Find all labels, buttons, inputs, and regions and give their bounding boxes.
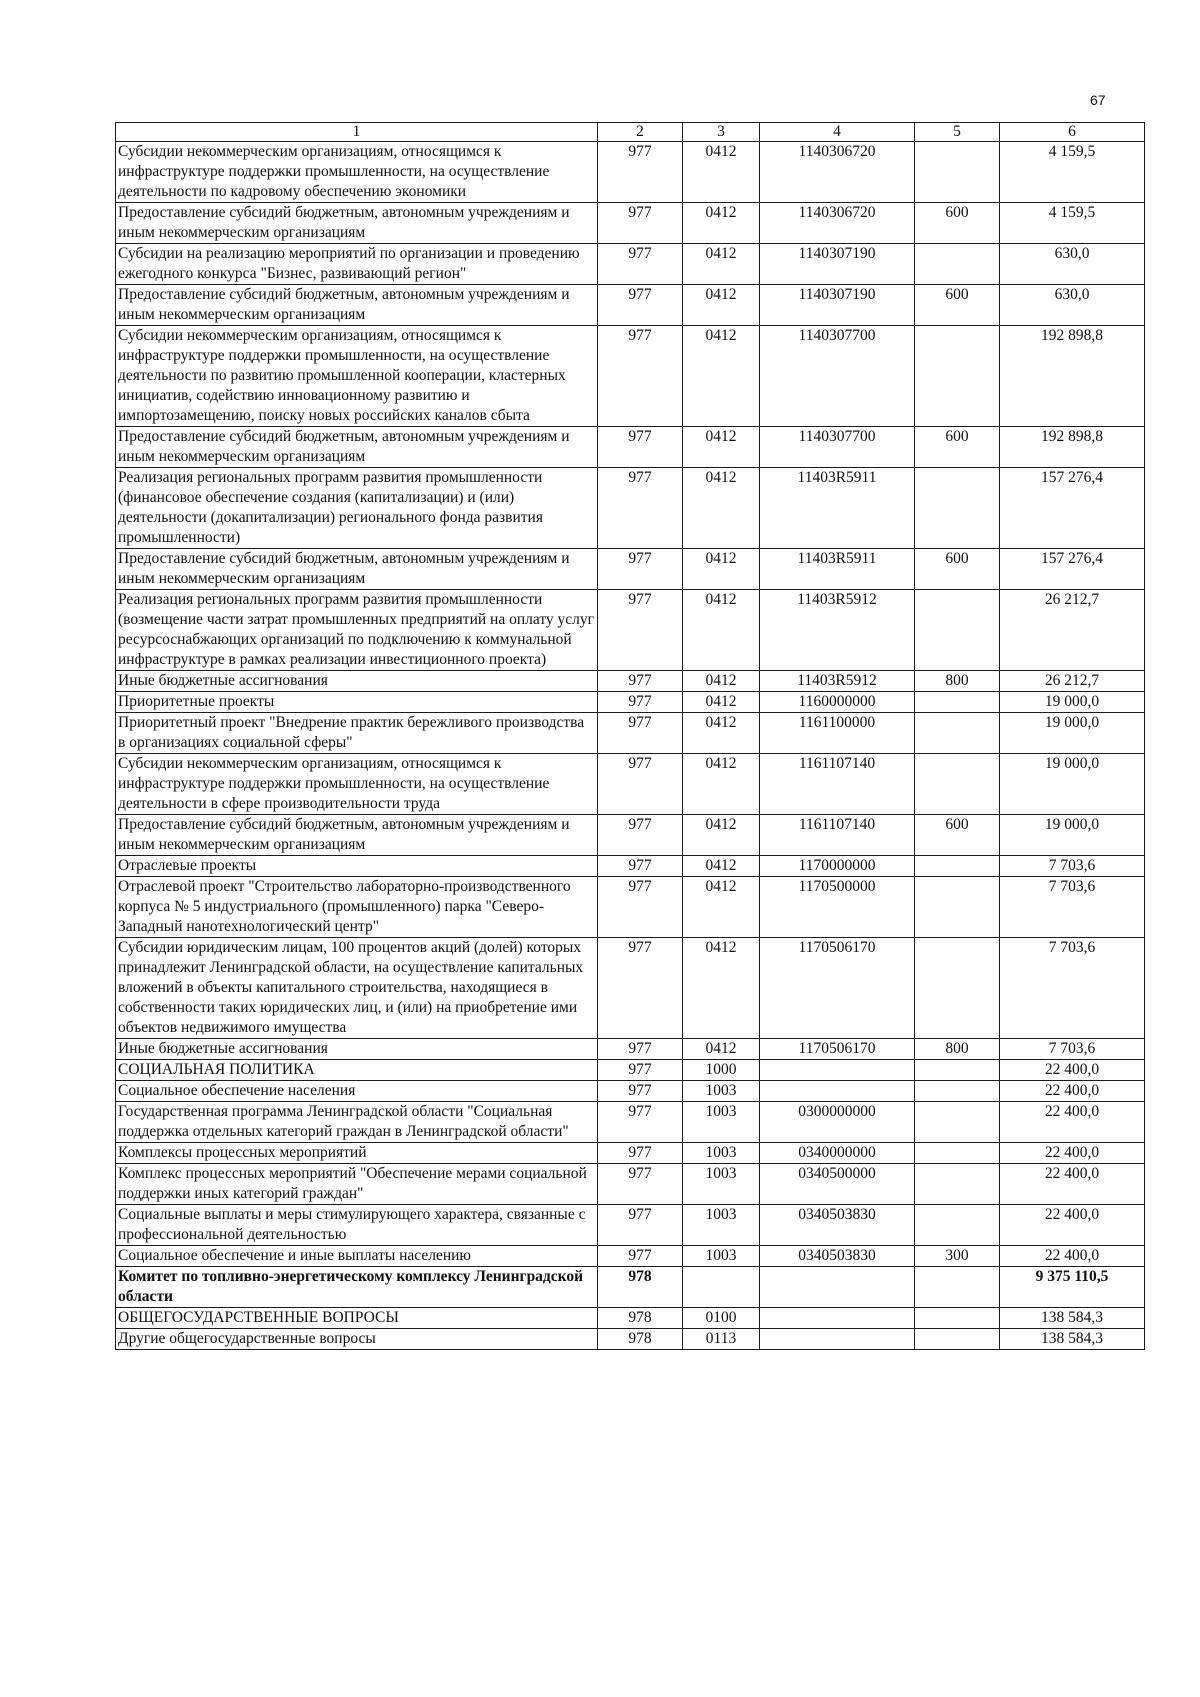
header-col-4: 4 — [760, 123, 915, 142]
row-name-cell: Предоставление субсидий бюджетным, автономным учреждениям и иным некоммерческим организациям — [116, 815, 598, 856]
row-amount-cell: 4 159,5 — [1000, 142, 1145, 203]
row-expense-kind-cell: 600 — [915, 427, 1000, 468]
row-amount-cell: 157 276,4 — [1000, 549, 1145, 590]
row-section-code-cell: 0412 — [683, 244, 760, 285]
row-ministry-code-cell: 977 — [598, 938, 683, 1039]
row-expense-kind-cell: 300 — [915, 1246, 1000, 1267]
row-section-code-cell: 0412 — [683, 815, 760, 856]
row-expense-kind-cell — [915, 1081, 1000, 1102]
row-amount-cell: 192 898,8 — [1000, 427, 1145, 468]
row-section-code-cell: 0412 — [683, 1039, 760, 1060]
row-amount-cell: 138 584,3 — [1000, 1329, 1145, 1350]
row-target-item-cell: 1161100000 — [760, 713, 915, 754]
row-amount-cell: 22 400,0 — [1000, 1246, 1145, 1267]
row-ministry-code-cell: 977 — [598, 877, 683, 938]
row-section-code-cell: 0412 — [683, 713, 760, 754]
table-row — [116, 468, 1145, 549]
row-section-code-cell: 0412 — [683, 427, 760, 468]
row-section-code-cell: 0412 — [683, 285, 760, 326]
row-amount-cell: 7 703,6 — [1000, 1039, 1145, 1060]
row-target-item-cell: 1140307700 — [760, 326, 915, 427]
row-ministry-code-cell: 977 — [598, 1102, 683, 1143]
row-name-cell: Государственная программа Ленинградской области "Социальная поддержка отдельных категорий граждан в Ленинградской области" — [116, 1102, 598, 1143]
row-ministry-code-cell: 977 — [598, 1143, 683, 1164]
row-section-code-cell: 1003 — [683, 1143, 760, 1164]
row-amount-cell: 22 400,0 — [1000, 1081, 1145, 1102]
row-section-code-cell: 1003 — [683, 1205, 760, 1246]
row-ministry-code-cell: 977 — [598, 815, 683, 856]
row-section-code-cell: 0412 — [683, 203, 760, 244]
table-row — [116, 285, 1145, 326]
row-ministry-code-cell: 977 — [598, 590, 683, 671]
row-target-item-cell: 11403R5911 — [760, 549, 915, 590]
row-amount-cell: 22 400,0 — [1000, 1060, 1145, 1081]
row-amount-cell: 22 400,0 — [1000, 1164, 1145, 1205]
table-header-row — [116, 123, 1145, 142]
row-ministry-code-cell: 977 — [598, 754, 683, 815]
table-row — [116, 142, 1145, 203]
table-row — [116, 1308, 1145, 1329]
table-row — [116, 1060, 1145, 1081]
row-expense-kind-cell — [915, 1164, 1000, 1205]
row-amount-cell: 630,0 — [1000, 285, 1145, 326]
row-amount-cell: 22 400,0 — [1000, 1102, 1145, 1143]
row-amount-cell: 7 703,6 — [1000, 856, 1145, 877]
row-target-item-cell: 1140307190 — [760, 244, 915, 285]
row-section-code-cell: 0412 — [683, 468, 760, 549]
row-amount-cell: 9 375 110,5 — [1000, 1267, 1145, 1308]
row-name-cell: Предоставление субсидий бюджетным, автономным учреждениям и иным некоммерческим организациям — [116, 203, 598, 244]
row-expense-kind-cell — [915, 1267, 1000, 1308]
table-body — [116, 142, 1145, 1350]
row-section-code-cell: 0412 — [683, 877, 760, 938]
row-target-item-cell: 11403R5912 — [760, 671, 915, 692]
row-target-item-cell: 1161107140 — [760, 815, 915, 856]
row-target-item-cell — [760, 1267, 915, 1308]
budget-table — [115, 122, 1145, 1350]
row-target-item-cell — [760, 1329, 915, 1350]
row-section-code-cell: 0113 — [683, 1329, 760, 1350]
row-ministry-code-cell: 977 — [598, 1205, 683, 1246]
row-section-code-cell: 1003 — [683, 1164, 760, 1205]
row-section-code-cell: 1000 — [683, 1060, 760, 1081]
row-name-cell: Социальное обеспечение населения — [116, 1081, 598, 1102]
row-name-cell: СОЦИАЛЬНАЯ ПОЛИТИКА — [116, 1060, 598, 1081]
table-row — [116, 1102, 1145, 1143]
row-target-item-cell: 1170506170 — [760, 1039, 915, 1060]
table-row — [116, 938, 1145, 1039]
row-expense-kind-cell: 800 — [915, 671, 1000, 692]
row-name-cell: Отраслевые проекты — [116, 856, 598, 877]
table-row — [116, 877, 1145, 938]
row-target-item-cell: 1170506170 — [760, 938, 915, 1039]
row-expense-kind-cell — [915, 692, 1000, 713]
table-row — [116, 326, 1145, 427]
table-row — [116, 713, 1145, 754]
row-ministry-code-cell: 978 — [598, 1308, 683, 1329]
header-col-3: 3 — [683, 123, 760, 142]
row-amount-cell: 26 212,7 — [1000, 590, 1145, 671]
row-name-cell: Предоставление субсидий бюджетным, автономным учреждениям и иным некоммерческим организациям — [116, 427, 598, 468]
row-ministry-code-cell: 977 — [598, 549, 683, 590]
header-col-6: 6 — [1000, 123, 1145, 142]
row-ministry-code-cell: 977 — [598, 468, 683, 549]
row-ministry-code-cell: 977 — [598, 1039, 683, 1060]
row-ministry-code-cell: 977 — [598, 713, 683, 754]
row-target-item-cell: 0340500000 — [760, 1164, 915, 1205]
row-amount-cell: 26 212,7 — [1000, 671, 1145, 692]
row-target-item-cell: 1140307190 — [760, 285, 915, 326]
row-expense-kind-cell — [915, 938, 1000, 1039]
row-target-item-cell: 1170000000 — [760, 856, 915, 877]
row-section-code-cell: 0100 — [683, 1308, 760, 1329]
row-name-cell: Комплекс процессных мероприятий "Обеспечение мерами социальной поддержки иных категорий граждан" — [116, 1164, 598, 1205]
table-row — [116, 856, 1145, 877]
row-target-item-cell: 0340503830 — [760, 1246, 915, 1267]
table-row — [116, 1081, 1145, 1102]
row-ministry-code-cell: 977 — [598, 1081, 683, 1102]
row-expense-kind-cell — [915, 326, 1000, 427]
row-amount-cell: 7 703,6 — [1000, 938, 1145, 1039]
row-amount-cell: 4 159,5 — [1000, 203, 1145, 244]
row-expense-kind-cell — [915, 468, 1000, 549]
row-target-item-cell: 0340503830 — [760, 1205, 915, 1246]
row-name-cell: Субсидии на реализацию мероприятий по организации и проведению ежегодного конкурса "Бизнес, развивающий регион" — [116, 244, 598, 285]
row-name-cell: Предоставление субсидий бюджетным, автономным учреждениям и иным некоммерческим организациям — [116, 549, 598, 590]
row-section-code-cell: 0412 — [683, 856, 760, 877]
row-amount-cell: 138 584,3 — [1000, 1308, 1145, 1329]
table-row — [116, 1039, 1145, 1060]
row-name-cell: Приоритетные проекты — [116, 692, 598, 713]
header-col-1: 1 — [116, 123, 598, 142]
row-amount-cell: 192 898,8 — [1000, 326, 1145, 427]
row-name-cell: Субсидии некоммерческим организациям, относящимся к инфраструктуре поддержки промышленности, на осуществление деятельности в сфере производительности труда — [116, 754, 598, 815]
row-name-cell: Приоритетный проект "Внедрение практик бережливого производства в организациях социальной сферы" — [116, 713, 598, 754]
row-section-code-cell: 1003 — [683, 1246, 760, 1267]
row-target-item-cell — [760, 1308, 915, 1329]
table-row — [116, 549, 1145, 590]
row-target-item-cell: 11403R5912 — [760, 590, 915, 671]
table-row — [116, 203, 1145, 244]
row-name-cell: Социальные выплаты и меры стимулирующего характера, связанные с профессиональной деятельностью — [116, 1205, 598, 1246]
row-ministry-code-cell: 977 — [598, 1060, 683, 1081]
row-expense-kind-cell — [915, 1329, 1000, 1350]
table-row — [116, 1164, 1145, 1205]
row-section-code-cell: 0412 — [683, 671, 760, 692]
row-target-item-cell: 1161107140 — [760, 754, 915, 815]
row-amount-cell: 19 000,0 — [1000, 754, 1145, 815]
row-ministry-code-cell: 977 — [598, 856, 683, 877]
row-amount-cell: 630,0 — [1000, 244, 1145, 285]
row-expense-kind-cell — [915, 713, 1000, 754]
row-name-cell: Отраслевой проект "Строительство лабораторно-производственного корпуса № 5 индустриального (промышленного) парка "Северо-Западный нанотехнологический центр" — [116, 877, 598, 938]
row-section-code-cell — [683, 1267, 760, 1308]
header-col-2: 2 — [598, 123, 683, 142]
row-amount-cell: 19 000,0 — [1000, 713, 1145, 754]
row-target-item-cell: 1170500000 — [760, 877, 915, 938]
row-name-cell: Другие общегосударственные вопросы — [116, 1329, 598, 1350]
row-name-cell: Иные бюджетные ассигнования — [116, 1039, 598, 1060]
row-expense-kind-cell — [915, 754, 1000, 815]
row-expense-kind-cell — [915, 1308, 1000, 1329]
row-section-code-cell: 0412 — [683, 754, 760, 815]
row-ministry-code-cell: 977 — [598, 692, 683, 713]
row-ministry-code-cell: 978 — [598, 1329, 683, 1350]
header-col-5: 5 — [915, 123, 1000, 142]
row-ministry-code-cell: 977 — [598, 1246, 683, 1267]
row-expense-kind-cell: 600 — [915, 549, 1000, 590]
row-name-cell: Комплексы процессных мероприятий — [116, 1143, 598, 1164]
row-ministry-code-cell: 977 — [598, 203, 683, 244]
row-ministry-code-cell: 977 — [598, 427, 683, 468]
row-name-cell: Социальное обеспечение и иные выплаты населению — [116, 1246, 598, 1267]
row-target-item-cell: 0340000000 — [760, 1143, 915, 1164]
table-row — [116, 815, 1145, 856]
row-expense-kind-cell: 800 — [915, 1039, 1000, 1060]
row-name-cell: Иные бюджетные ассигнования — [116, 671, 598, 692]
table-row — [116, 1267, 1145, 1308]
row-target-item-cell: 11403R5911 — [760, 468, 915, 549]
row-expense-kind-cell — [915, 1143, 1000, 1164]
row-ministry-code-cell: 977 — [598, 326, 683, 427]
row-name-cell: Реализация региональных программ развития промышленности (возмещение части затрат промышленных предприятий на оплату услуг ресурсоснабжающих организаций по подключению к коммунальной инфраструктуре в рамках реализации инвестиционного проекта) — [116, 590, 598, 671]
row-name-cell: Реализация региональных программ развития промышленности (финансовое обеспечение создания (капитализации) и (или) деятельности (докапитализации) регионального фонда развития промышленности) — [116, 468, 598, 549]
table-row — [116, 754, 1145, 815]
row-name-cell: Субсидии юридическим лицам, 100 процентов акций (долей) которых принадлежит Ленинградской области, на осуществление капитальных вложений в объекты капитального строительства, находящиеся в собственности таких юридических лиц, и (или) на приобретение ими объектов недвижимого имущества — [116, 938, 598, 1039]
row-expense-kind-cell: 600 — [915, 285, 1000, 326]
row-target-item-cell: 1140306720 — [760, 203, 915, 244]
row-expense-kind-cell — [915, 244, 1000, 285]
row-name-cell: Комитет по топливно-энергетическому комплексу Ленинградской области — [116, 1267, 598, 1308]
row-section-code-cell: 0412 — [683, 692, 760, 713]
row-target-item-cell — [760, 1081, 915, 1102]
row-expense-kind-cell — [915, 590, 1000, 671]
table-row — [116, 244, 1145, 285]
row-section-code-cell: 1003 — [683, 1102, 760, 1143]
row-target-item-cell: 0300000000 — [760, 1102, 915, 1143]
row-ministry-code-cell: 977 — [598, 1164, 683, 1205]
row-name-cell: Предоставление субсидий бюджетным, автономным учреждениям и иным некоммерческим организациям — [116, 285, 598, 326]
row-section-code-cell: 0412 — [683, 549, 760, 590]
row-amount-cell: 7 703,6 — [1000, 877, 1145, 938]
row-ministry-code-cell: 977 — [598, 671, 683, 692]
row-expense-kind-cell — [915, 1205, 1000, 1246]
row-target-item-cell — [760, 1060, 915, 1081]
row-target-item-cell: 1140306720 — [760, 142, 915, 203]
row-amount-cell: 22 400,0 — [1000, 1143, 1145, 1164]
row-name-cell: ОБЩЕГОСУДАРСТВЕННЫЕ ВОПРОСЫ — [116, 1308, 598, 1329]
row-name-cell: Субсидии некоммерческим организациям, относящимся к инфраструктуре поддержки промышленности, на осуществление деятельности по развитию промышленной кооперации, кластерных инициатив, содействию инновационному развитию и импортозамещению, поиску новых российских каналов сбыта — [116, 326, 598, 427]
row-ministry-code-cell: 977 — [598, 244, 683, 285]
row-target-item-cell: 1140307700 — [760, 427, 915, 468]
row-ministry-code-cell: 977 — [598, 142, 683, 203]
row-amount-cell: 22 400,0 — [1000, 1205, 1145, 1246]
row-expense-kind-cell — [915, 856, 1000, 877]
row-target-item-cell: 1160000000 — [760, 692, 915, 713]
table-row — [116, 427, 1145, 468]
row-amount-cell: 19 000,0 — [1000, 815, 1145, 856]
table-row — [116, 590, 1145, 671]
table-row — [116, 1143, 1145, 1164]
table-row — [116, 1329, 1145, 1350]
row-expense-kind-cell: 600 — [915, 815, 1000, 856]
row-name-cell: Субсидии некоммерческим организациям, относящимся к инфраструктуре поддержки промышленности, на осуществление деятельности по кадровому обеспечению экономики — [116, 142, 598, 203]
row-expense-kind-cell — [915, 877, 1000, 938]
row-ministry-code-cell: 978 — [598, 1267, 683, 1308]
table-row — [116, 1205, 1145, 1246]
row-section-code-cell: 1003 — [683, 1081, 760, 1102]
row-expense-kind-cell — [915, 1060, 1000, 1081]
row-ministry-code-cell: 977 — [598, 285, 683, 326]
row-section-code-cell: 0412 — [683, 938, 760, 1039]
table-row — [116, 671, 1145, 692]
row-expense-kind-cell: 600 — [915, 203, 1000, 244]
page-number: 67 — [1090, 92, 1106, 108]
row-section-code-cell: 0412 — [683, 326, 760, 427]
table-row — [116, 692, 1145, 713]
row-section-code-cell: 0412 — [683, 590, 760, 671]
row-section-code-cell: 0412 — [683, 142, 760, 203]
row-expense-kind-cell — [915, 1102, 1000, 1143]
row-amount-cell: 19 000,0 — [1000, 692, 1145, 713]
row-amount-cell: 157 276,4 — [1000, 468, 1145, 549]
row-expense-kind-cell — [915, 142, 1000, 203]
table-row — [116, 1246, 1145, 1267]
